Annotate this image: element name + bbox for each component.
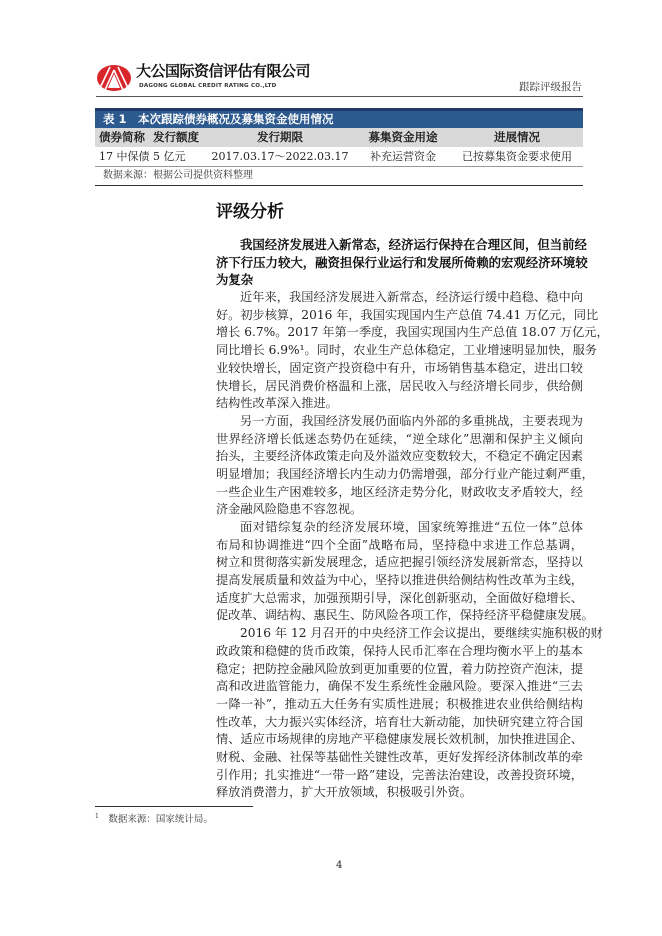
report-type: 跟踪评级报告 [519,81,582,93]
paragraph-line: 抬头，主要经济体政策走向及外溢效应变数较大，不稳定不确定因素 [216,449,583,464]
footnote-text: 数据来源：国家统计局。 [108,814,213,826]
paragraph-line: 提高发展质量和效益为中心，坚持以推进供给侧结构性改革为主线， [216,573,583,588]
section-title: 评级分析 [216,202,284,222]
company-name-cn: 大公国际资信评估有限公司 [136,62,311,80]
footnote-divider [95,806,253,807]
bold-heading-line: 为复杂 [216,272,254,288]
paragraph-line: 布局和协调推进“四个全面”战略布局，坚持稳中求进工作总基调， [216,537,583,552]
footnote-marker: 1 [95,813,99,820]
paragraph-line: 引作用；扎实推进“一带一路”建设，完善法治建设，改善投资环境， [216,767,583,782]
paragraph-line: 高和改进监管能力，确保不发生系统性金融风险。要深入推进“三去 [216,679,583,694]
header-cell: 募集资金用途 [368,130,438,144]
paragraph-line: 情、适应市场规律的房地产平稳健康发展长效机制，加快推进国企、 [216,732,583,747]
paragraph-line: 增长 6.7%。2017 年第一季度，我国实现国内生产总值 18.07 万亿元， [216,325,609,340]
dagong-logo-icon [96,64,132,92]
table-cell: 已按募集资金要求使用 [462,150,572,163]
paragraph-line: 结构性改革深入推进。 [216,396,338,411]
paragraph-line: 好。初步核算，2016 年，我国实现国内生产总值 74.41 万亿元，同比 [216,307,599,322]
page-number: 4 [336,860,343,871]
table-cell: 补充运营资金 [370,150,436,163]
paragraph-line: 面对错综复杂的经济发展环境，国家统筹推进“五位一体”总体 [240,520,583,534]
paragraph-line: 2016 年 12 月召开的中央经济工作会议提出，要继续实施积极的财 [240,626,603,641]
table-header-row [95,128,583,147]
table-row [95,147,583,166]
table-title: 表 1 本次跟踪债券概况及募集资金使用情况 [95,111,583,128]
paragraph-line: 释放消费潜力，扩大开放领域，积极吸引外资。 [216,785,472,800]
paragraph-line: 近年来，我国经济发展进入新常态，经济运行缓中趋稳、稳中向 [240,290,583,305]
header-cell: 发行期限 [257,130,303,144]
body-text [216,236,609,802]
paragraph-line: 性改革，大力振兴实体经济，培育壮大新动能，加快研究建立符合国 [216,714,583,729]
header-divider [96,96,583,97]
bold-heading-line: 我国经济发展进入新常态，经济运行保持在合理区间，但当前经 [240,237,587,252]
paragraph-line: 财税、金融、社保等基础性关键性改革，更好发挥经济体制改革的牵 [216,749,583,764]
company-name-en: DAGONG GLOBAL CREDIT RATING CO.,LTD [139,83,277,89]
paragraph-line: 业较快增长，固定资产投资稳中有升，市场销售基本稳定，进出口较 [216,360,583,375]
header-cell: 发行额度 [153,130,199,144]
bold-heading-line: 济下行压力较大，融资担保行业运行和发展所倚赖的宏观经济环境较 [216,254,588,270]
footnote [95,810,213,826]
header-cell: 进展情况 [494,130,540,144]
paragraph-line: 一降一补”，推动五大任务有实质性进展；积极推进农业供给侧结构 [216,696,583,711]
table-cell: 2017.03.17～2022.03.17 [211,150,349,163]
paragraph-line: 明显增加；我国经济增长内生动力仍需增强，部分行业产能过剩严重， [216,466,594,481]
header-cell: 债券简称 [99,130,145,144]
paragraph-line: 促改革、调结构、惠民生、防风险各项工作，保持经济平稳健康发展。 [216,608,594,623]
paragraph-line: 世界经济增长低迷态势仍在延续，“逆全球化”思潮和保护主义倾向 [216,431,583,446]
paragraph-line: 济金融风险隐患不容忽视。 [216,502,363,517]
paragraph-line: 树立和贯彻落实新发展理念，适应把握引领经济发展新常态，坚持以 [216,555,583,570]
table-cell: 17 中保债 [99,150,150,163]
paragraph-line: 另一方面，我国经济发展仍面临内外部的多重挑战，主要表现为 [240,413,583,428]
paragraph-line: 一些企业生产困难较多，地区经济走势分化，财政收支矛盾较大，经 [216,484,583,499]
paragraph-line: 政政策和稳健的货币政策，保持人民币汇率在合理均衡水平上的基本 [216,643,583,658]
paragraph-line: 快增长，居民消费价格温和上涨，居民收入与经济增长同步，供给侧 [216,378,583,393]
paragraph-line: 同比增长 6.9%¹。同时，农业生产总体稳定，工业增速明显加快，服务 [216,343,597,358]
table-cell: 5 亿元 [153,150,186,163]
bond-summary-table [95,108,583,186]
paragraph-line: 适度扩大总需求，加强预期引导，深化创新驱动，全面做好稳增长、 [216,590,583,605]
paragraph-line: 稳定；把防控金融风险放到更加重要的位置，着力防控资产泡沫，提 [216,661,583,676]
table-source: 数据来源：根据公司提供资料整理 [95,166,583,186]
